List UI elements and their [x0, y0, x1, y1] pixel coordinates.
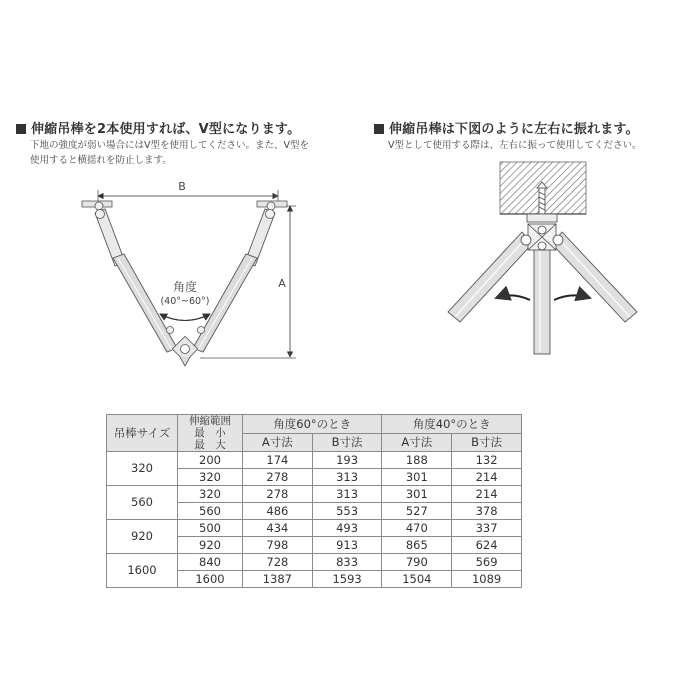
spec-table-body	[107, 452, 522, 588]
a60-cell: 174	[243, 452, 313, 469]
size-cell: 920	[107, 520, 178, 554]
dim-b-label: B	[178, 180, 186, 193]
b60-cell: 493	[312, 520, 382, 537]
dimension-b	[98, 190, 278, 202]
range-min-cell: 840	[178, 554, 243, 571]
a60-cell: 798	[243, 537, 313, 554]
spec-table	[106, 414, 522, 588]
header-range-min: 最 小	[194, 427, 226, 439]
b60-cell: 553	[312, 503, 382, 520]
size-cell: 320	[107, 452, 178, 486]
a40-cell: 527	[382, 503, 452, 520]
a40-cell: 1504	[382, 571, 452, 588]
b60-cell: 833	[312, 554, 382, 571]
table-row	[107, 486, 522, 503]
range-min-cell: 200	[178, 452, 243, 469]
left-desc-line2: 使用すると横揺れを防止します。	[30, 155, 172, 166]
size-cell: 560	[107, 486, 178, 520]
a60-cell: 1387	[243, 571, 313, 588]
swing-diagram	[448, 162, 637, 354]
b40-cell: 624	[452, 537, 522, 554]
header-b-60: B寸法	[312, 434, 382, 452]
b40-cell: 132	[452, 452, 522, 469]
header-angle-40: 角度40°のとき	[382, 415, 522, 434]
a60-cell: 728	[243, 554, 313, 571]
header-a-60: A寸法	[243, 434, 313, 452]
header-a-40: A寸法	[382, 434, 452, 452]
a40-cell: 790	[382, 554, 452, 571]
b40-cell: 378	[452, 503, 522, 520]
range-max-cell: 560	[178, 503, 243, 520]
b60-cell: 193	[312, 452, 382, 469]
a40-cell: 301	[382, 486, 452, 503]
right-swing-rod	[552, 232, 637, 322]
table-row	[107, 520, 522, 537]
dim-a-label: A	[278, 277, 286, 290]
right-desc-line1: V型として使用する際は、左右に振って使用してください。	[388, 140, 642, 151]
range-max-cell: 1600	[178, 571, 243, 588]
left-heading-text: 伸縮吊棒を2本使用すれば、V型になります。	[31, 122, 301, 137]
right-swing-arrow	[554, 295, 590, 300]
header-range-title: 伸縮範囲	[189, 415, 231, 427]
range-max-cell: 320	[178, 469, 243, 486]
header-b-40: B寸法	[452, 434, 522, 452]
right-heading-text: 伸縮吊棒は下図のように左右に振れます。	[389, 122, 639, 137]
v-shape-diagram	[82, 180, 296, 366]
a60-cell: 486	[243, 503, 313, 520]
b40-cell: 214	[452, 469, 522, 486]
a40-cell: 188	[382, 452, 452, 469]
left-rod	[82, 201, 177, 352]
header-range	[178, 415, 243, 452]
header-range-max: 最 大	[194, 439, 226, 451]
left-swing-rod	[448, 232, 532, 322]
b40-cell: 569	[452, 554, 522, 571]
range-min-cell: 320	[178, 486, 243, 503]
range-min-cell: 500	[178, 520, 243, 537]
a40-cell: 301	[382, 469, 452, 486]
header-size: 吊棒サイズ	[107, 415, 178, 452]
b60-cell: 1593	[312, 571, 382, 588]
table-row	[107, 554, 522, 571]
left-swing-arrow	[496, 295, 530, 300]
b40-cell: 337	[452, 520, 522, 537]
table-row	[107, 452, 522, 469]
a40-cell: 470	[382, 520, 452, 537]
range-max-cell: 920	[178, 537, 243, 554]
b60-cell: 313	[312, 469, 382, 486]
b40-cell: 1089	[452, 571, 522, 588]
b60-cell: 913	[312, 537, 382, 554]
a60-cell: 434	[243, 520, 313, 537]
a40-cell: 865	[382, 537, 452, 554]
angle-label: 角度	[172, 280, 198, 294]
center-rod	[534, 248, 550, 354]
angle-range: (40°~60°)	[160, 296, 210, 307]
size-cell: 1600	[107, 554, 178, 588]
b60-cell: 313	[312, 486, 382, 503]
a60-cell: 278	[243, 469, 313, 486]
left-desc-line1: 下地の強度が弱い場合にはV型を使用してください。また、V型を	[30, 140, 309, 151]
right-rod	[193, 201, 287, 352]
b40-cell: 214	[452, 486, 522, 503]
header-angle-60: 角度60°のとき	[243, 415, 382, 434]
bottom-joint	[172, 336, 197, 366]
a60-cell: 278	[243, 486, 313, 503]
